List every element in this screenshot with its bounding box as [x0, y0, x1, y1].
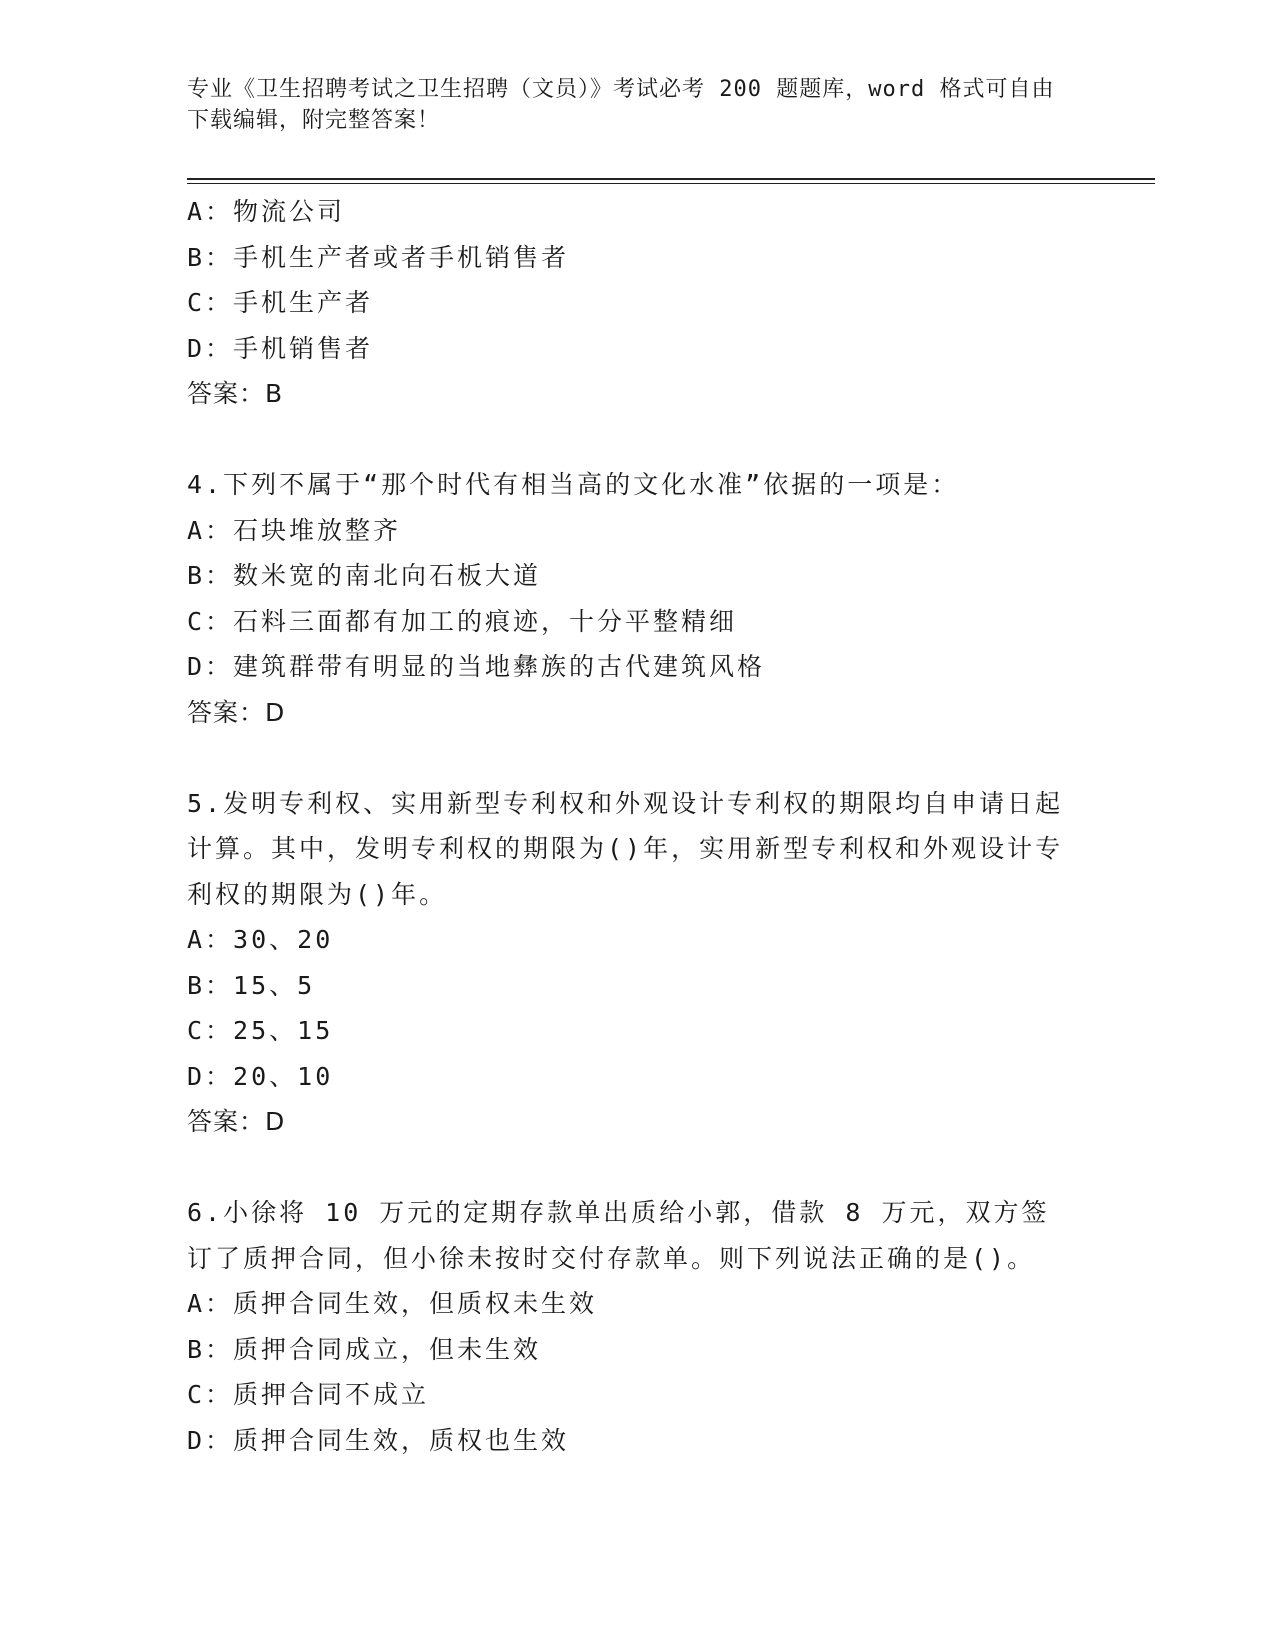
header-rule-thin — [187, 183, 1155, 184]
option-a: A：30、20 — [187, 925, 334, 954]
option-c: C：手机生产者 — [187, 288, 374, 317]
option-d: D：20、10 — [187, 1061, 334, 1091]
answer: 答案：D — [187, 1107, 286, 1136]
question-list — [187, 189, 1077, 1463]
option-c: C：25、15 — [187, 1016, 334, 1045]
option-b: B：质押合同成立，但未生效 — [187, 1334, 542, 1364]
question-6 — [187, 1190, 1077, 1463]
option-d: D：手机销售者 — [187, 333, 374, 363]
question-stem: 4.下列不属于“那个时代有相当高的文化水准”依据的一项是： — [187, 470, 960, 499]
spacer — [187, 735, 1077, 781]
question-3 — [187, 189, 1077, 417]
option-b: B：手机生产者或者手机销售者 — [187, 242, 570, 272]
option-b: B：数米宽的南北向石板大道 — [187, 561, 542, 590]
question-5 — [187, 781, 1077, 1145]
header-rule-thick — [187, 178, 1155, 180]
question-stem: 5.发明专利权、实用新型专利权和外观设计专利权的期限均自申请日起计算。其中，发明专利权的期限为()年，实用新型专利权和外观设计专利权的期限为()年。 — [187, 788, 1064, 909]
spacer — [187, 417, 1077, 463]
option-c: C：石料三面都有加工的痕迹，十分平整精细 — [187, 606, 738, 636]
option-a: A：物流公司 — [187, 197, 346, 226]
option-d: D：质押合同生效，质权也生效 — [187, 1425, 570, 1455]
spacer — [187, 1145, 1077, 1191]
answer: 答案：B — [187, 379, 284, 408]
option-a: A：石块堆放整齐 — [187, 515, 402, 545]
question-4 — [187, 462, 1077, 735]
option-d: D：建筑群带有明显的当地彝族的古代建筑风格 — [187, 652, 766, 681]
option-a: A：质押合同生效，但质权未生效 — [187, 1289, 598, 1318]
option-c: C：质押合同不成立 — [187, 1380, 430, 1409]
question-stem: 6.小徐将 10 万元的定期存款单出质给小郭，借款 8 万元，双方签订了质押合同，但小徐未按时交付存款单。则下列说法正确的是()。 — [187, 1198, 1050, 1273]
page-header: 专业《卫生招聘考试之卫生招聘（文员）》考试必考 200 题题库，word 格式可自由下载编辑，附完整答案！ — [187, 77, 1055, 133]
answer: 答案：D — [187, 697, 286, 727]
option-b: B：15、5 — [187, 970, 316, 1000]
